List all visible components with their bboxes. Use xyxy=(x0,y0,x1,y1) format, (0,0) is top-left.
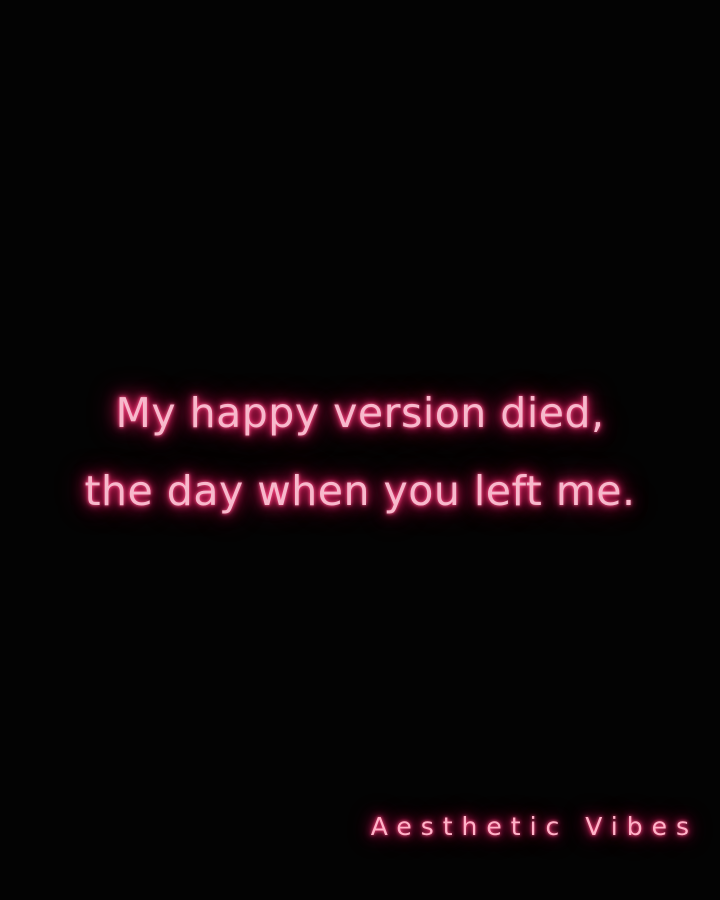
quote-line-1: My happy version died, xyxy=(115,389,605,437)
quote-text xyxy=(0,374,720,530)
aesthetic-vibes-signature: Aesthetic Vibes xyxy=(370,812,698,841)
quote-line-2: the day when you left me. xyxy=(84,467,636,515)
